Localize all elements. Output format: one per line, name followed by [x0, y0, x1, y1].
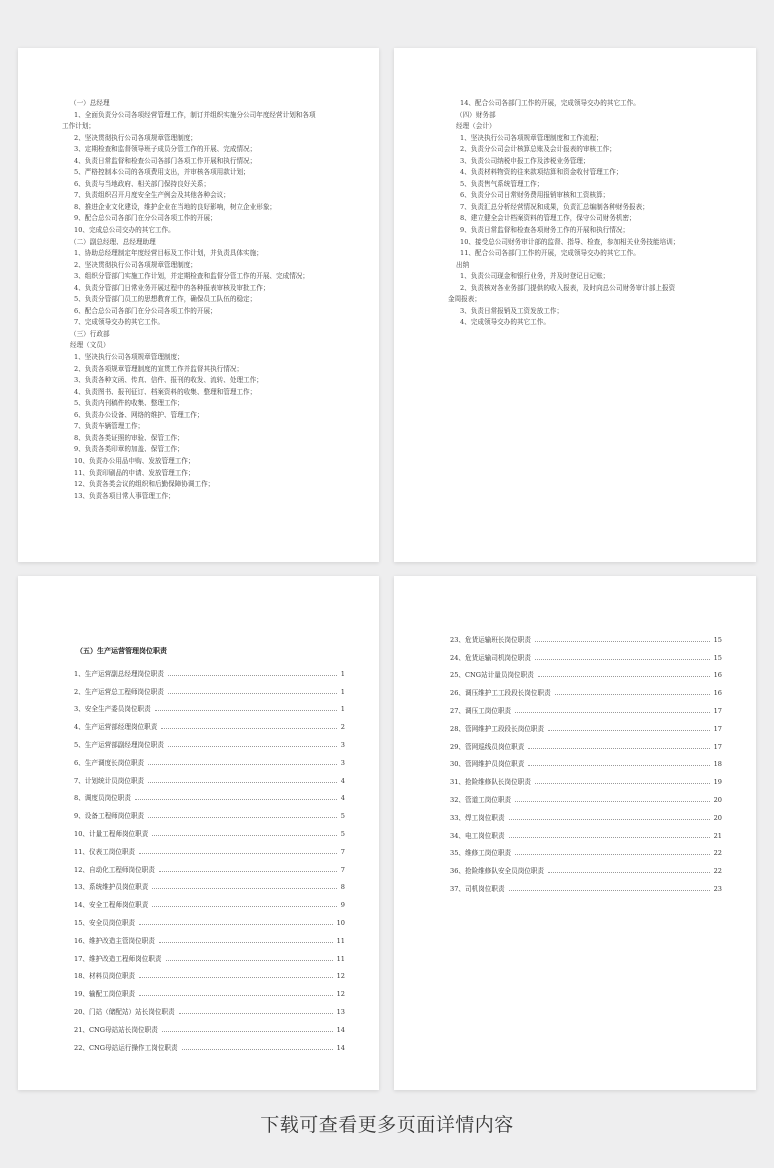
toc-entry-label: 27、调压工岗位职责 [450, 706, 512, 715]
toc-entry-page: 14 [336, 1043, 345, 1052]
toc-entry [450, 804, 722, 822]
toc-entry [450, 751, 722, 769]
download-hint[interactable]: 下载可查看更多页面详情内容 [260, 1114, 514, 1136]
text-line: 经理（会计） [456, 122, 496, 131]
toc-entry-label: 17、维护改造工程师岗位职责 [74, 954, 162, 963]
toc-leader-dots [548, 871, 710, 873]
toc-entry [74, 874, 345, 892]
text-line: （一）总经理 [70, 99, 110, 107]
document-page-1 [18, 48, 379, 562]
toc-entry-page: 16 [713, 689, 722, 698]
toc-entry [74, 856, 345, 874]
toc-entry-label: 37、司机岗位职责 [450, 884, 505, 893]
toc-entry-label: 7、计划统计员岗位职责 [74, 776, 145, 785]
toc-entry [450, 697, 722, 715]
text-line: 1、协助总经理制定年度经营目标及工作计划，并负责具体实施； [74, 249, 263, 258]
toc-entry [74, 909, 345, 927]
toc-entry-page: 11 [336, 936, 345, 945]
toc-entry [74, 1016, 345, 1034]
toc-entry-page: 3 [340, 758, 345, 767]
toc-entry-label: 8、调度员岗位职责 [74, 794, 131, 803]
text-line: 1、坚决执行公司各项规章管理制度和工作流程； [460, 133, 603, 142]
toc-entry [74, 749, 345, 767]
toc-entry-label: 16、维护改造主管岗位职责 [74, 936, 155, 945]
toc-entry-page: 9 [340, 901, 345, 910]
text-line: 3、定期检查和监督领导班子成员分管工作的开展、完成情况； [74, 145, 257, 154]
toc-leader-dots [535, 782, 710, 784]
text-line: 10、负责办公用品申购、发放管理工作； [74, 456, 195, 465]
toc-entry-label: 12、自动化工程师岗位职责 [74, 865, 155, 874]
toc-leader-dots [538, 675, 710, 677]
toc-leader-dots [152, 905, 336, 907]
toc-entry [450, 626, 722, 644]
toc-entry-label: 1、生产运营副总经理岗位职责 [74, 669, 164, 678]
toc-entry-label: 15、安全员岗位职责 [74, 918, 136, 927]
toc-entry-page: 1 [340, 669, 345, 678]
text-line: 5、严格控制本公司的各项费用支出，并审核各项用款计划； [74, 168, 250, 177]
toc-entry-page: 7 [340, 865, 345, 874]
text-line: 3、负责公司纳税申报工作及涉税业务管理； [460, 156, 590, 165]
text-line: 8、负责各类证照的审验、保管工作； [74, 433, 184, 442]
toc-leader-dots [152, 887, 336, 889]
toc-entry [74, 980, 345, 998]
toc-entry-page: 12 [336, 990, 345, 999]
toc-entry [74, 945, 345, 963]
toc-entry [74, 731, 345, 749]
toc-entry-label: 24、危货运输司机岗位职责 [450, 653, 531, 662]
toc-leader-dots [148, 781, 337, 783]
toc-entry-page: 15 [713, 653, 722, 662]
text-line: 5、负责内刊稿件的收集、整理工作； [74, 399, 184, 408]
toc-entry [74, 998, 345, 1016]
toc-entry-label: 21、CNG母站站长岗位职责 [74, 1025, 158, 1034]
text-line: 2、坚决贯彻执行公司各项规章管理制度； [74, 133, 197, 142]
text-line: （三）行政部 [70, 329, 110, 338]
toc-leader-dots [166, 959, 333, 961]
toc-entry-page: 20 [713, 795, 722, 804]
toc-section-title: （五）生产运营管理岗位职责 [76, 646, 167, 655]
toc-entry [74, 927, 345, 945]
toc-entry [450, 644, 722, 662]
toc-entry [74, 785, 345, 803]
toc-rows [450, 626, 722, 893]
page-1-text [62, 98, 341, 502]
toc-leader-dots [168, 745, 337, 747]
toc-leader-dots [515, 853, 709, 855]
toc-entry [450, 857, 722, 875]
text-line: 11、负责印刷品的申请、发放管理工作； [74, 468, 195, 477]
toc-entry-page: 22 [713, 849, 722, 858]
toc-entry-page: 13 [336, 1007, 345, 1016]
text-line: 11、配合公司各部门工作的开展，完成领导交办的其它工作。 [460, 249, 640, 258]
toc-leader-dots [535, 658, 710, 660]
toc-entry [450, 662, 722, 680]
text-line: 9、负责各类印章的加盖、保管工作； [74, 445, 184, 454]
toc-entry-page: 16 [713, 671, 722, 680]
toc-leader-dots [159, 941, 333, 943]
toc-entry-page: 17 [713, 742, 722, 751]
text-line: 6、配合总公司各部门在分公司各项工作的开展； [74, 306, 217, 315]
text-line: 2、负责分公司会计核算总账及会计报表的审核工作； [460, 145, 616, 154]
toc-entry [74, 891, 345, 909]
text-line: 5、负责分管部门员工的思想教育工作，确保员工队伍的稳定； [74, 295, 257, 304]
document-page-2 [394, 48, 756, 562]
toc-entry [450, 840, 722, 858]
toc-leader-dots [152, 834, 336, 836]
text-line: 2、坚决贯彻执行公司各项规章管理制度； [74, 260, 197, 269]
toc-leader-dots [555, 693, 710, 695]
text-line: 4、完成领导交办的其它工作。 [460, 318, 550, 327]
toc-entry-label: 18、材料员岗位职责 [74, 972, 136, 981]
toc-entry-label: 10、计量工程师岗位职责 [74, 829, 149, 838]
toc-rows [74, 660, 345, 1052]
toc-entry-page: 23 [713, 884, 722, 893]
toc-leader-dots [509, 818, 710, 820]
table-of-contents-2 [450, 626, 722, 893]
text-line: 6、负责与当地政府、相关部门保持良好关系； [74, 179, 211, 188]
toc-entry-label: 23、危货运输班长岗位职责 [450, 635, 531, 644]
text-line: 6、负责办公设备、网络的维护、管理工作； [74, 410, 204, 419]
toc-leader-dots [161, 727, 336, 729]
toc-leader-dots [528, 764, 709, 766]
text-line: 8、建立健全会计档案资料的管理工作，保守公司财务机密； [460, 214, 636, 223]
toc-entry-label: 32、管道工岗位职责 [450, 795, 512, 804]
text-line: 12、负责各类会议的组织和后勤保障协调工作； [74, 480, 215, 489]
toc-entry-page: 17 [713, 724, 722, 733]
toc-entry-label: 35、维修工岗位职责 [450, 849, 512, 858]
toc-entry [74, 1034, 345, 1052]
text-line: 1、坚决执行公司各项规章管理制度； [74, 353, 184, 362]
toc-leader-dots [139, 976, 332, 978]
text-line: 4、负责材料物资的往来款项结算和资金收付管理工作； [460, 168, 623, 177]
toc-entry-label: 19、输配工岗位职责 [74, 990, 136, 999]
toc-entry-page: 21 [713, 831, 722, 840]
text-line: 1、全面负责分公司各项经营管理工作，制订并组织实施分公司年度经营计划和各项 [74, 110, 316, 119]
toc-leader-dots [509, 889, 710, 891]
toc-entry [450, 679, 722, 697]
text-line: 9、配合总公司各部门在分公司各项工作的开展； [74, 214, 217, 223]
toc-entry [450, 715, 722, 733]
toc-entry-page: 22 [713, 867, 722, 876]
text-line: 3、负责各种文函、传真、信件、报刊的收发、流转、处理工作； [74, 376, 263, 385]
document-page-4 [394, 576, 756, 1090]
toc-entry-page: 12 [336, 972, 345, 981]
toc-leader-dots [179, 1012, 333, 1014]
toc-entry-label: 34、电工岗位职责 [450, 831, 505, 840]
toc-entry-label: 2、生产运营总工程师岗位职责 [74, 687, 164, 696]
toc-entry [450, 733, 722, 751]
toc-leader-dots [168, 692, 337, 694]
toc-entry-page: 17 [713, 706, 722, 715]
toc-entry-label: 33、焊工岗位职责 [450, 813, 505, 822]
toc-entry [74, 696, 345, 714]
text-line: 经理（文员） [70, 341, 110, 350]
toc-leader-dots [139, 994, 332, 996]
text-line: 2、负责各项规章管理制度的宣贯工作并监督其执行情况； [74, 364, 244, 373]
toc-entry [74, 838, 345, 856]
toc-entry-page: 4 [340, 794, 345, 803]
table-of-contents-1 [74, 642, 345, 1052]
toc-entry-page: 7 [340, 847, 345, 856]
toc-leader-dots [182, 1048, 333, 1050]
toc-entry-page: 11 [336, 954, 345, 963]
toc-leader-dots [515, 711, 709, 713]
toc-entry-label: 3、安全生产委员岗位职责 [74, 705, 151, 714]
toc-leader-dots [515, 800, 709, 802]
text-line: 4、负责分管部门日常业务开展过程中的各种报表审核及审批工作； [74, 283, 270, 292]
toc-entry-label: 13、系统维护员岗位职责 [74, 883, 149, 892]
text-line: 3、组织分管部门实施工作计划，并定期检查和监督分管工作的开展、完成情况； [74, 272, 309, 281]
toc-leader-dots [168, 674, 337, 676]
toc-entry [450, 768, 722, 786]
toc-entry-page: 1 [340, 687, 345, 696]
toc-leader-dots [148, 816, 337, 818]
toc-entry-label: 25、CNG站计量员岗位职责 [450, 671, 534, 680]
toc-entry [74, 660, 345, 678]
toc-leader-dots [155, 709, 337, 711]
text-line: 1、负责公司现金和银行业务，并及时登记日记账； [460, 272, 610, 281]
toc-entry-page: 20 [713, 813, 722, 822]
toc-entry-label: 9、设备工程师岗位职责 [74, 812, 145, 821]
toc-entry-label: 36、抢险维修队安全员岗位职责 [450, 867, 545, 876]
toc-entry-label: 5、生产运营部副经理岗位职责 [74, 740, 164, 749]
toc-entry-label: 11、仪表工岗位职责 [74, 847, 136, 856]
toc-leader-dots [135, 798, 337, 800]
toc-entry-label: 30、管网维护员岗位职责 [450, 760, 525, 769]
toc-entry [450, 875, 722, 893]
toc-entry-label: 28、管网维护工段段长岗位职责 [450, 724, 545, 733]
toc-entry-page: 2 [340, 723, 345, 732]
toc-entry [74, 820, 345, 838]
toc-leader-dots [139, 852, 337, 854]
toc-entry-label: 31、抢险维修队长岗位职责 [450, 778, 531, 787]
toc-entry-label: 14、安全工程师岗位职责 [74, 901, 149, 910]
toc-entry [450, 822, 722, 840]
toc-entry-page: 15 [713, 635, 722, 644]
toc-entry-label: 6、生产调度长岗位职责 [74, 758, 145, 767]
toc-entry-label: 22、CNG母站运行操作工岗位职责 [74, 1043, 178, 1052]
text-line: 7、完成领导交办的其它工作。 [74, 318, 164, 327]
text-line: （二）副总经理、总经理助理 [70, 237, 156, 246]
page-2-text [448, 98, 718, 329]
toc-leader-dots [548, 729, 710, 731]
text-line: 10、接受总公司财务审计部的监督、指导、检查，参加相关业务技能培训； [460, 237, 680, 246]
toc-entry [74, 767, 345, 785]
text-line: 4、负责日常监督和检查公司各部门各项工作开展和执行情况； [74, 156, 257, 165]
text-line: 13、负责各项目常人事管理工作； [74, 491, 175, 500]
text-line: 出纳 [456, 260, 470, 269]
toc-entry-page: 8 [340, 883, 345, 892]
toc-entry-page: 5 [340, 829, 345, 838]
text-line: 14、配合公司各部门工作的开展，完成领导交办的其它工作。 [460, 99, 640, 107]
toc-entry [74, 678, 345, 696]
document-page-3 [18, 576, 379, 1090]
text-line: 3、负责日常报销及工资发放工作； [460, 306, 564, 315]
toc-leader-dots [139, 923, 332, 925]
toc-entry-label: 29、管网巡线员岗位职责 [450, 742, 525, 751]
text-line: 工作计划； [62, 122, 95, 131]
toc-leader-dots [509, 836, 710, 838]
text-line: 4、负责图书、报刊征订、档案资料的收集、整理和管理工作； [74, 387, 257, 396]
text-line: 6、负责分公司日常财务费用报销审核和工资核算； [460, 191, 610, 200]
toc-entry-page: 5 [340, 812, 345, 821]
toc-leader-dots [159, 870, 337, 872]
text-line: 10、完成总公司交办的其它工作。 [74, 226, 175, 235]
text-line: 8、推进企业文化建设，维护企业在当地的良好影响，树立企业形象； [74, 202, 277, 211]
toc-entry-page: 18 [713, 760, 722, 769]
toc-entry-label: 26、调压维护工工段段长岗位职责 [450, 689, 551, 698]
toc-leader-dots [535, 640, 710, 642]
toc-entry-page: 3 [340, 740, 345, 749]
toc-entry [74, 802, 345, 820]
toc-entry [74, 713, 345, 731]
toc-entry-label: 20、门站（储配站）站长岗位职责 [74, 1007, 175, 1016]
text-line: 7、负责车辆管理工作； [74, 422, 145, 431]
text-line: 9、负责日常监督和检查各项财务工作的开展和执行情况； [460, 226, 630, 235]
toc-entry-page: 1 [340, 705, 345, 714]
toc-entry-page: 10 [336, 918, 345, 927]
text-line: 2、负责核对各业务部门提供的收入报表，及时向总公司财务审计部上报资 [460, 283, 676, 292]
toc-entry [450, 786, 722, 804]
text-line: 金周报表； [448, 295, 481, 304]
text-line: 7、负责汇总分析经营情况和成果，负责汇总编制各种财务报表； [460, 202, 649, 211]
toc-entry-page: 14 [336, 1025, 345, 1034]
toc-entry-label: 4、生产运营部经理岗位职责 [74, 723, 158, 732]
toc-entry-page: 19 [713, 778, 722, 787]
toc-leader-dots [162, 1030, 333, 1032]
toc-leader-dots [528, 747, 709, 749]
text-line: 5、负责售气系统管理工作； [460, 179, 544, 188]
toc-entry [74, 963, 345, 981]
toc-entry-page: 4 [340, 776, 345, 785]
text-line: （四）财务部 [456, 110, 496, 119]
toc-leader-dots [148, 763, 337, 765]
text-line: 7、负责组织召开月度安全生产例会及其他各种会议； [74, 191, 230, 200]
